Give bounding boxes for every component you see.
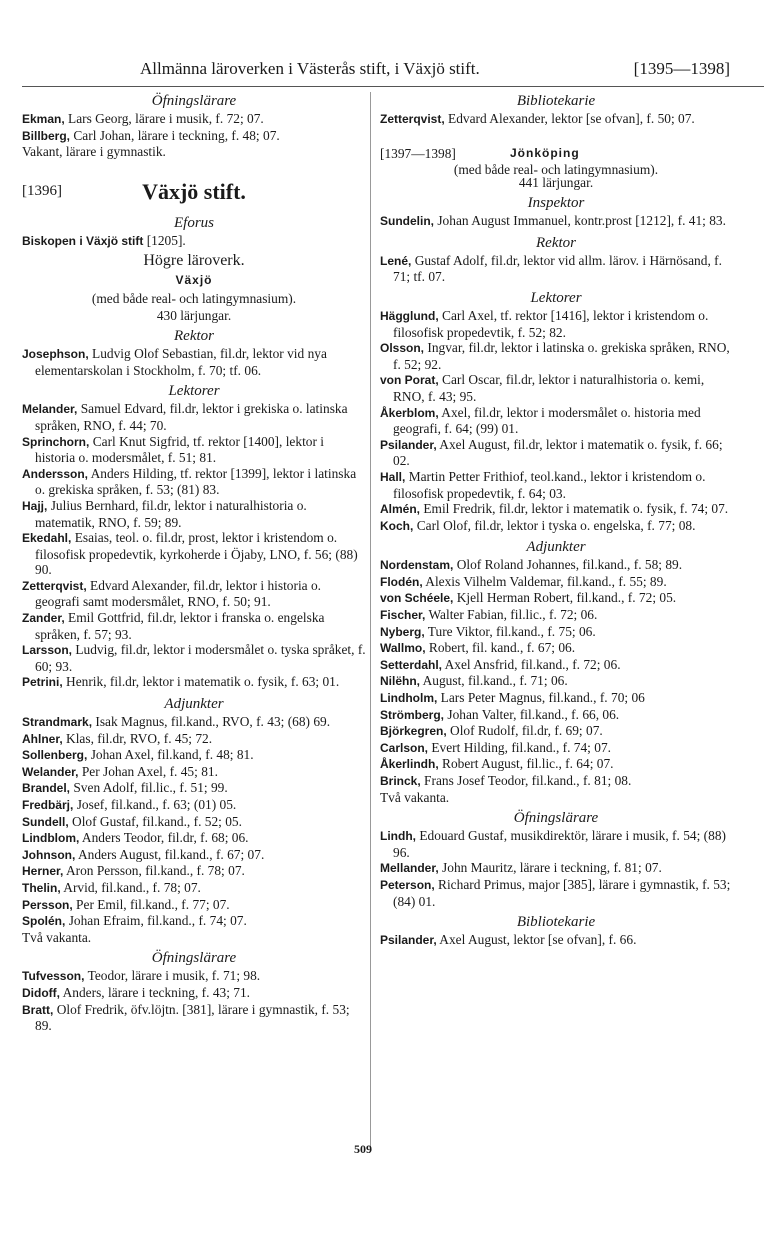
entry-text: Robert August, fil.lic., f. 64; 07.	[438, 756, 614, 772]
school-note: (med både real- och latingymnasium).	[91, 290, 297, 306]
list-item	[380, 518, 732, 535]
entry-name: Olsson,	[380, 341, 425, 356]
entry-text: Ludvig, fil.dr, lektor i modersmålet o. tyska språket, f. 60; 93.	[35, 642, 366, 674]
diocese-title: Växjö stift.	[142, 178, 246, 204]
entry-name: Ekedahl,	[22, 531, 72, 546]
diocese-heading	[22, 178, 366, 210]
list-item	[22, 233, 366, 250]
list-item	[22, 731, 366, 748]
list-item	[22, 578, 366, 610]
list-ofningslarare-2	[22, 968, 366, 1033]
entry-text: Axel August, fil.dr, lektor i matematik o. fysik, f. 66; 02.	[393, 436, 723, 469]
entry-text: Per Emil, fil.kand., f. 77; 07.	[72, 896, 230, 912]
list-item	[22, 814, 366, 831]
entry-name: Nordenstam,	[380, 558, 454, 573]
school-number: [1397—1398]	[380, 145, 456, 161]
entry-text: Carl Oscar, fil.dr, lektor i naturalhistoria o. kemi, RNO, f. 43; 95.	[393, 372, 705, 404]
list-item	[380, 607, 732, 624]
entry-name: Almén,	[380, 502, 421, 517]
list-item	[380, 557, 732, 574]
entry-name: Hajj,	[22, 498, 48, 513]
entry-text: Axel Ansfrid, fil.kand., f. 72; 06.	[442, 656, 621, 672]
entry-text: Lars Peter Magnus, fil.kand., f. 70; 06	[437, 690, 645, 706]
entry-text: Ture Viktor, fil.kand., f. 75; 06.	[424, 623, 596, 639]
list-item	[22, 897, 366, 914]
entry-text: Olof Fredrik, öfv.löjtn. [381], lärare i gymnastik, f. 53; 89.	[35, 1001, 350, 1034]
entry-text: Anders Hilding, tf. rektor [1399], lektor i latinska o. grekiska språken, f. 53; (81) 83.	[35, 465, 357, 498]
entry-text: Samuel Edvard, fil.dr, lektor i grekiska o. latinska språken, RNO, f. 44; 70.	[35, 401, 348, 433]
section-title-rektor: Rektor	[536, 234, 576, 251]
list-item	[380, 932, 732, 949]
list-item	[380, 657, 732, 674]
entry-text: [1205].	[143, 232, 186, 248]
entry-text: Carl Axel, tf. rektor [1416], lektor i kristendom o. filosofisk propedevtik, f. 52; 82.	[393, 307, 709, 340]
header-rule	[22, 86, 764, 87]
list-item	[22, 714, 366, 731]
list-item	[380, 501, 732, 518]
section-title-ofningslarare: Öfningslärare	[151, 93, 237, 109]
entry-name: Wallmo,	[380, 641, 426, 656]
entry-text: Kjell Herman Robert, fil.kand., f. 72; 05.	[453, 590, 677, 606]
entry-text: Anders August, fil.kand., f. 67; 07.	[75, 846, 265, 862]
list-item	[380, 790, 732, 806]
entry-name: Åkerblom,	[380, 405, 439, 420]
entry-name: Spolén,	[22, 914, 66, 929]
entry-name: Melander,	[22, 402, 78, 417]
entry-text: Anders, lärare i teckning, f. 43; 71.	[60, 984, 251, 1000]
list-item	[380, 640, 732, 657]
entry-text: Carl Olof, fil.dr, lektor i tyska o. engelska, f. 77; 08.	[413, 517, 696, 533]
list-item	[380, 340, 732, 372]
list-adjunkter	[22, 714, 366, 945]
entry-text: Johan August Immanuel, kontr.prost [1212], f. 41; 83.	[434, 213, 726, 229]
entry-text: Alexis Vilhelm Valdemar, fil.kand., f. 55; 89.	[422, 573, 667, 589]
list-item	[22, 797, 366, 814]
entry-name: Sprinchorn,	[22, 434, 90, 449]
entry-name: Psilander,	[380, 933, 437, 948]
list-lektorer	[380, 308, 732, 534]
entry-text: Isak Magnus, fil.kand., RVO, f. 43; (68) 69.	[92, 714, 331, 730]
list-item	[380, 740, 732, 757]
entry-text: John Mauritz, lärare i teckning, f. 81; 07.	[438, 860, 662, 876]
entry-text: Carl Johan, lärare i teckning, f. 48; 07.	[70, 127, 280, 143]
entry-name: Fredbärj,	[22, 798, 74, 812]
list-item	[380, 469, 732, 501]
section-title-lektorer: Lektorer	[530, 289, 582, 306]
list-item	[22, 144, 366, 160]
list-item	[22, 346, 366, 378]
entry-name: Biskopen i Växjö stift	[22, 233, 144, 248]
list-item	[380, 723, 732, 740]
entry-name: Nyberg,	[380, 624, 425, 639]
entry-text: Olof Roland Johannes, fil.kand., f. 58; 89.	[453, 557, 683, 573]
list-item	[380, 213, 732, 230]
list-item	[22, 747, 366, 764]
list-item	[22, 498, 366, 530]
list-item	[22, 401, 366, 433]
entry-text: Axel, fil.dr, lektor i modersmålet o. historia med geografi, f. 64; (99) 01.	[393, 404, 701, 437]
page-number: 509	[354, 1142, 372, 1156]
list-item	[380, 253, 732, 285]
entry-name: Flodén,	[380, 574, 423, 589]
entry-name: Zander,	[22, 611, 65, 626]
entry-text: Sven Adolf, fil.lic., f. 51; 99.	[70, 780, 228, 796]
running-title: Allmänna läroverken i Västerås stift, i Växjö stift.	[140, 59, 480, 78]
list-item	[380, 574, 732, 591]
entry-text: Evert Hilding, fil.kand., f. 74; 07.	[428, 739, 611, 755]
section-title-bibliotekarie-2: Bibliotekarie	[516, 914, 596, 931]
entry-text: Martin Petter Frithiof, teol.kand., lektor i kristendom o. filosofisk propedevtik, f. 64; 03.	[393, 468, 706, 501]
entry-text: Olof Rudolf, fil.dr, f. 69; 07.	[446, 723, 603, 739]
list-ofningslarare	[22, 111, 366, 160]
entry-text: Gustaf Adolf, fil.dr, lektor vid allm. lärov. i Härnösand, f. 71; tf. 07.	[393, 252, 722, 285]
entry-text: Frans Josef Teodor, fil.kand., f. 81; 08.	[420, 773, 632, 788]
entry-name: Carlson,	[380, 740, 429, 755]
list-item	[22, 830, 366, 847]
entry-name: von Porat,	[380, 373, 439, 388]
entry-text: Teodor, lärare i musik, f. 71; 98.	[84, 968, 261, 984]
entry-name: Strömberg,	[380, 707, 445, 722]
list-rektor	[380, 253, 732, 285]
entry-name: Brandel,	[22, 781, 71, 796]
entry-text: Vakant, lärare i gymnastik.	[22, 144, 166, 160]
entry-text: Edvard Alexander, fil.dr, lektor i historia o. geografi samt modersmålet, RNO, f. 50; 91.	[35, 577, 322, 610]
list-item	[22, 111, 366, 128]
entry-name: Sundelin,	[380, 214, 434, 229]
list-rektor	[22, 346, 366, 378]
list-item	[22, 610, 366, 642]
list-bibliotekarie	[380, 111, 732, 128]
list-item	[380, 111, 732, 128]
entry-name: Setterdahl,	[380, 657, 443, 672]
list-adjunkter	[380, 557, 732, 805]
section-title-eforus: Eforus	[173, 214, 214, 231]
list-item	[22, 863, 366, 880]
entry-name: Bratt,	[22, 1002, 54, 1017]
entry-name: Petrini,	[22, 675, 63, 690]
section-title-rektor: Rektor	[174, 328, 214, 345]
entry-text: Julius Bernhard, fil.dr, lektor i naturalhistoria o. matematik, RNO, f. 59; 89.	[35, 497, 307, 530]
diocese-number: [1396]	[22, 182, 62, 199]
entry-name: Åkerlindh,	[380, 757, 439, 772]
list-inspektor	[380, 213, 732, 230]
entry-name: Koch,	[380, 518, 414, 533]
section-title-lektorer: Lektorer	[168, 383, 220, 400]
entry-text: Edouard Gustaf, musikdirektör, lärare i musik, f. 54; (88) 96.	[393, 828, 726, 860]
list-item	[380, 690, 732, 707]
entry-name: Welander,	[22, 764, 79, 779]
entry-text: Aron Persson, fil.kand., f. 78; 07.	[63, 863, 245, 879]
entry-name: Tufvesson,	[22, 969, 85, 984]
list-item	[380, 860, 732, 877]
entry-text: Anders Teodor, fil.dr, f. 68; 06.	[79, 830, 249, 846]
entry-text: Richard Primus, major [385], lärare i gymnastik, f. 53; (84) 01.	[393, 876, 731, 909]
entry-text: Josef, fil.kand., f. 63; (01) 05.	[73, 797, 237, 812]
entry-name: Peterson,	[380, 877, 435, 892]
entry-text: Axel August, lektor [se ofvan], f. 66.	[436, 932, 637, 948]
entry-range: [1395—1398]	[633, 59, 730, 78]
entry-text: Emil Fredrik, fil.dr, lektor i matematik o. fysik, f. 74; 07.	[420, 501, 729, 517]
list-item	[22, 880, 366, 897]
entry-text: Två vakanta.	[22, 929, 92, 945]
list-item	[22, 780, 366, 797]
entry-name: Zetterqvist,	[380, 112, 445, 126]
entry-text: Henrik, fil.dr, lektor i matematik o. fysik, f. 63; 01.	[62, 674, 340, 690]
entry-name: Hall,	[380, 469, 406, 484]
list-item	[380, 624, 732, 641]
entry-name: Josephson,	[22, 347, 89, 362]
entry-name: Lindholm,	[380, 691, 438, 706]
town-heading: Växjö	[175, 273, 213, 288]
section-title-adjunkter: Adjunkter	[164, 696, 224, 713]
list-item	[22, 968, 366, 985]
entry-name: Psilander,	[380, 437, 437, 452]
list-item	[380, 828, 732, 860]
list-item	[22, 674, 366, 691]
list-item	[380, 673, 732, 690]
list-item	[380, 877, 732, 909]
list-bibliotekarie-2	[380, 932, 732, 949]
section-title-ofningslarare: Öfningslärare	[513, 810, 599, 827]
entry-text: August, fil.kand., f. 71; 06.	[420, 673, 568, 689]
list-item	[380, 756, 732, 773]
entry-name: Andersson,	[22, 466, 89, 481]
entry-text: Carl Knut Sigfrid, tf. rektor [1400], lektor i historia o. modersmålet, f. 51; 81.	[35, 433, 325, 466]
entry-text: Esaias, teol. o. fil.dr, prost, lektor i kristendom o. filosofisk propedevtik, kyrkoherde i Öjaby, LNO, f. 56; (88) 90.	[35, 530, 358, 578]
list-item	[380, 405, 732, 437]
list-item	[380, 707, 732, 724]
list-item	[22, 764, 366, 781]
list-item	[380, 773, 732, 790]
entry-name: Larsson,	[22, 643, 73, 658]
list-item	[22, 847, 366, 864]
list-item	[22, 985, 366, 1002]
entry-text: Johan Axel, fil.kand, f. 48; 81.	[87, 747, 254, 763]
entry-text: Arvid, fil.kand., f. 78; 07.	[60, 879, 201, 895]
list-lektorer	[22, 401, 366, 691]
entry-text: Per Johan Axel, f. 45; 81.	[78, 763, 218, 779]
list-item	[22, 913, 366, 930]
entry-text: Olof Gustaf, fil.kand., f. 52; 05.	[68, 813, 242, 829]
column-divider	[370, 92, 371, 1147]
entry-name: Sundell,	[22, 814, 69, 829]
list-item	[22, 466, 366, 498]
left-column	[22, 92, 366, 1034]
entry-text: Två vakanta.	[380, 789, 450, 805]
entry-name: Johnson,	[22, 847, 76, 862]
entry-name: Lindblom,	[22, 831, 80, 846]
entry-name: Lindh,	[380, 829, 416, 844]
list-item	[22, 642, 366, 674]
entry-name: von Schéele,	[380, 591, 454, 606]
section-title-adjunkter: Adjunkter	[526, 539, 586, 556]
list-item	[380, 372, 732, 404]
list-item	[380, 437, 732, 469]
entry-text: Klas, fil.dr, RVO, f. 45; 72.	[62, 730, 213, 746]
entry-text: Johan Efraim, fil.kand., f. 74; 07.	[65, 913, 247, 929]
entry-name: Sollenberg,	[22, 748, 88, 763]
entry-text: Johan Valter, fil.kand., f. 66, 06.	[444, 706, 620, 722]
school-heading	[380, 142, 732, 177]
entry-name: Lené,	[380, 253, 412, 268]
entry-name: Strandmark,	[22, 715, 93, 730]
entry-name: Björkegren,	[380, 724, 447, 739]
entry-name: Zetterqvist,	[22, 578, 87, 593]
entry-text: Walter Fabian, fil.lic., f. 72; 06.	[425, 607, 598, 623]
list-item	[22, 530, 366, 578]
right-column	[380, 92, 732, 949]
entry-name: Hägglund,	[380, 308, 439, 323]
pupil-count: 430 lärjungar.	[156, 307, 232, 323]
entry-name: Thelin,	[22, 880, 61, 895]
list-item	[380, 590, 732, 607]
entry-name: Mellander,	[380, 861, 439, 876]
entry-text: Robert, fil. kand., f. 67; 06.	[425, 640, 576, 656]
entry-text: Edvard Alexander, lektor [se ofvan], f. 50; 07.	[444, 111, 695, 126]
entry-name: Nilëhn,	[380, 674, 421, 689]
list-item	[22, 434, 366, 466]
entry-text: Lars Georg, lärare i musik, f. 72; 07.	[64, 111, 264, 126]
list-item	[380, 308, 732, 340]
entry-name: Persson,	[22, 897, 73, 912]
entry-name: Herner,	[22, 864, 64, 879]
entry-text: Emil Gottfrid, fil.dr, lektor i franska o. engelska språken, f. 57; 93.	[35, 610, 325, 642]
town-heading: Jönköping	[510, 145, 580, 160]
entry-name: Brinck,	[380, 774, 421, 788]
entry-text: Ingvar, fil.dr, lektor i latinska o. grekiska språken, RNO, f. 52; 92.	[393, 340, 730, 372]
entry-text: Ludvig Olof Sebastian, fil.dr, lektor vid nya elementarskolan i Stockholm, f. 70; tf. 06.	[35, 346, 327, 378]
list-item	[22, 930, 366, 946]
section-title-bibliotekarie: Bibliotekarie	[516, 93, 596, 109]
entry-name: Didoff,	[22, 985, 60, 1000]
entry-name: Fischer,	[380, 608, 426, 623]
list-item	[22, 1002, 366, 1034]
pupil-count: 441 lärjungar.	[518, 174, 594, 190]
entry-name: Billberg,	[22, 128, 71, 143]
list-ofningslarare	[380, 828, 732, 909]
school-type-heading: Högre läroverk.	[143, 252, 245, 270]
section-title-inspektor: Inspektor	[527, 195, 585, 212]
entry-name: Ekman,	[22, 112, 65, 126]
list-item	[22, 128, 366, 145]
school-note: (med både real- och latingymnasium).	[453, 161, 659, 177]
section-title-ofningslarare-2: Öfningslärare	[151, 950, 237, 967]
entry-name: Ahlner,	[22, 731, 63, 746]
